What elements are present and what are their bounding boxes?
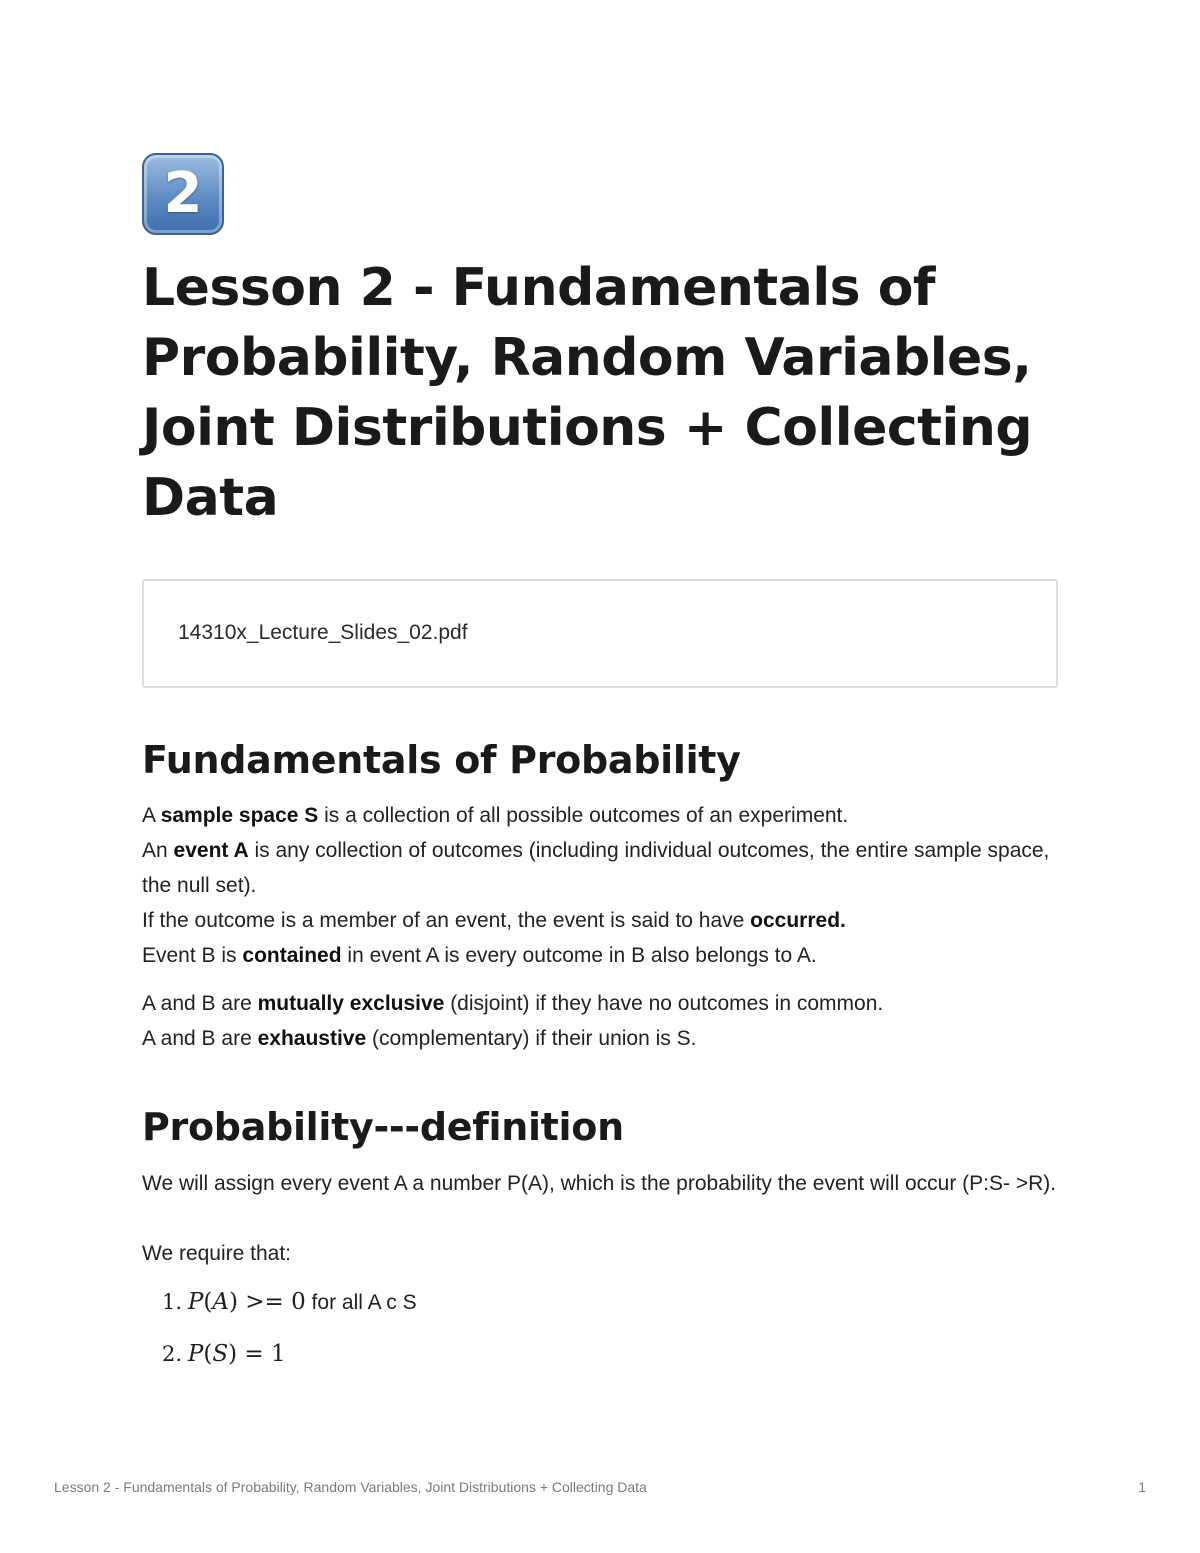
term-occurred: occurred.: [750, 909, 846, 932]
text: (disjoint) if they have no outcomes in common.: [444, 992, 884, 1015]
term-contained: contained: [242, 944, 342, 967]
footer-title: Lesson 2 - Fundamentals of Probability, Random Variables, Joint Distributions + Collecting Data: [54, 1479, 647, 1495]
text: Event B is: [142, 944, 243, 967]
keycap-digit: 2: [163, 161, 203, 226]
paragraph-probability-assign: We will assign every event A a number P(A), which is the probability the event will occur (P:S- >R).: [142, 1172, 1057, 1195]
math-symbol: P: [187, 1341, 204, 1367]
math-symbol: S: [212, 1341, 229, 1367]
math-symbol: ) = 1: [228, 1341, 286, 1367]
paragraph-definitions: [142, 798, 1058, 973]
list-text: for all A c S: [305, 1291, 417, 1314]
term-sample-space: sample space S: [160, 804, 319, 827]
text: If the outcome is a member of an event, the event is said to have: [142, 909, 751, 932]
math-symbol: (: [203, 1341, 213, 1367]
axiom-list: [142, 1276, 1058, 1380]
text: A and B are: [142, 992, 258, 1015]
list-item: [142, 1328, 1058, 1380]
text: in event A is every outcome in B also belongs to A.: [341, 944, 817, 967]
page-title: Lesson 2 - Fundamentals of Probability, Random Variables, Joint Distributions + Collecting Data: [142, 258, 1033, 528]
list-item: [142, 1276, 1058, 1328]
math-symbol: (: [203, 1289, 213, 1315]
footer-page-number: 1: [1138, 1479, 1146, 1495]
paragraph-relations: [142, 986, 1058, 1056]
math-expression: [188, 1341, 286, 1367]
text: An: [142, 839, 174, 862]
term-exhaustive: exhaustive: [257, 1027, 367, 1050]
text: A and B are: [142, 1027, 258, 1050]
pdf-attachment[interactable]: [142, 579, 1058, 688]
list-number: 1.: [161, 1290, 182, 1314]
section-heading-probability-definition: Probability---definition: [142, 1105, 624, 1149]
paragraph-requirements: We require that:: [142, 1242, 292, 1265]
text: A: [142, 804, 161, 827]
term-event: event A: [173, 839, 249, 862]
term-mutually-exclusive: mutually exclusive: [257, 992, 445, 1015]
math-symbol: A: [212, 1289, 229, 1315]
math-symbol: P: [187, 1289, 204, 1315]
text: (complementary) if their union is S.: [366, 1027, 697, 1050]
keycap-digit-two-icon: [142, 153, 224, 235]
text: is any collection of outcomes (including individual outcomes, the entire sample space, the null set).: [142, 839, 1050, 897]
attachment-filename[interactable]: 14310x_Lecture_Slides_02.pdf: [178, 621, 468, 644]
math-expression: [188, 1289, 306, 1315]
math-symbol: ) >= 0: [228, 1289, 306, 1315]
list-number: 2.: [161, 1342, 182, 1366]
section-heading-fundamentals: Fundamentals of Probability: [142, 738, 741, 782]
text: is a collection of all possible outcomes of an experiment.: [318, 804, 849, 827]
